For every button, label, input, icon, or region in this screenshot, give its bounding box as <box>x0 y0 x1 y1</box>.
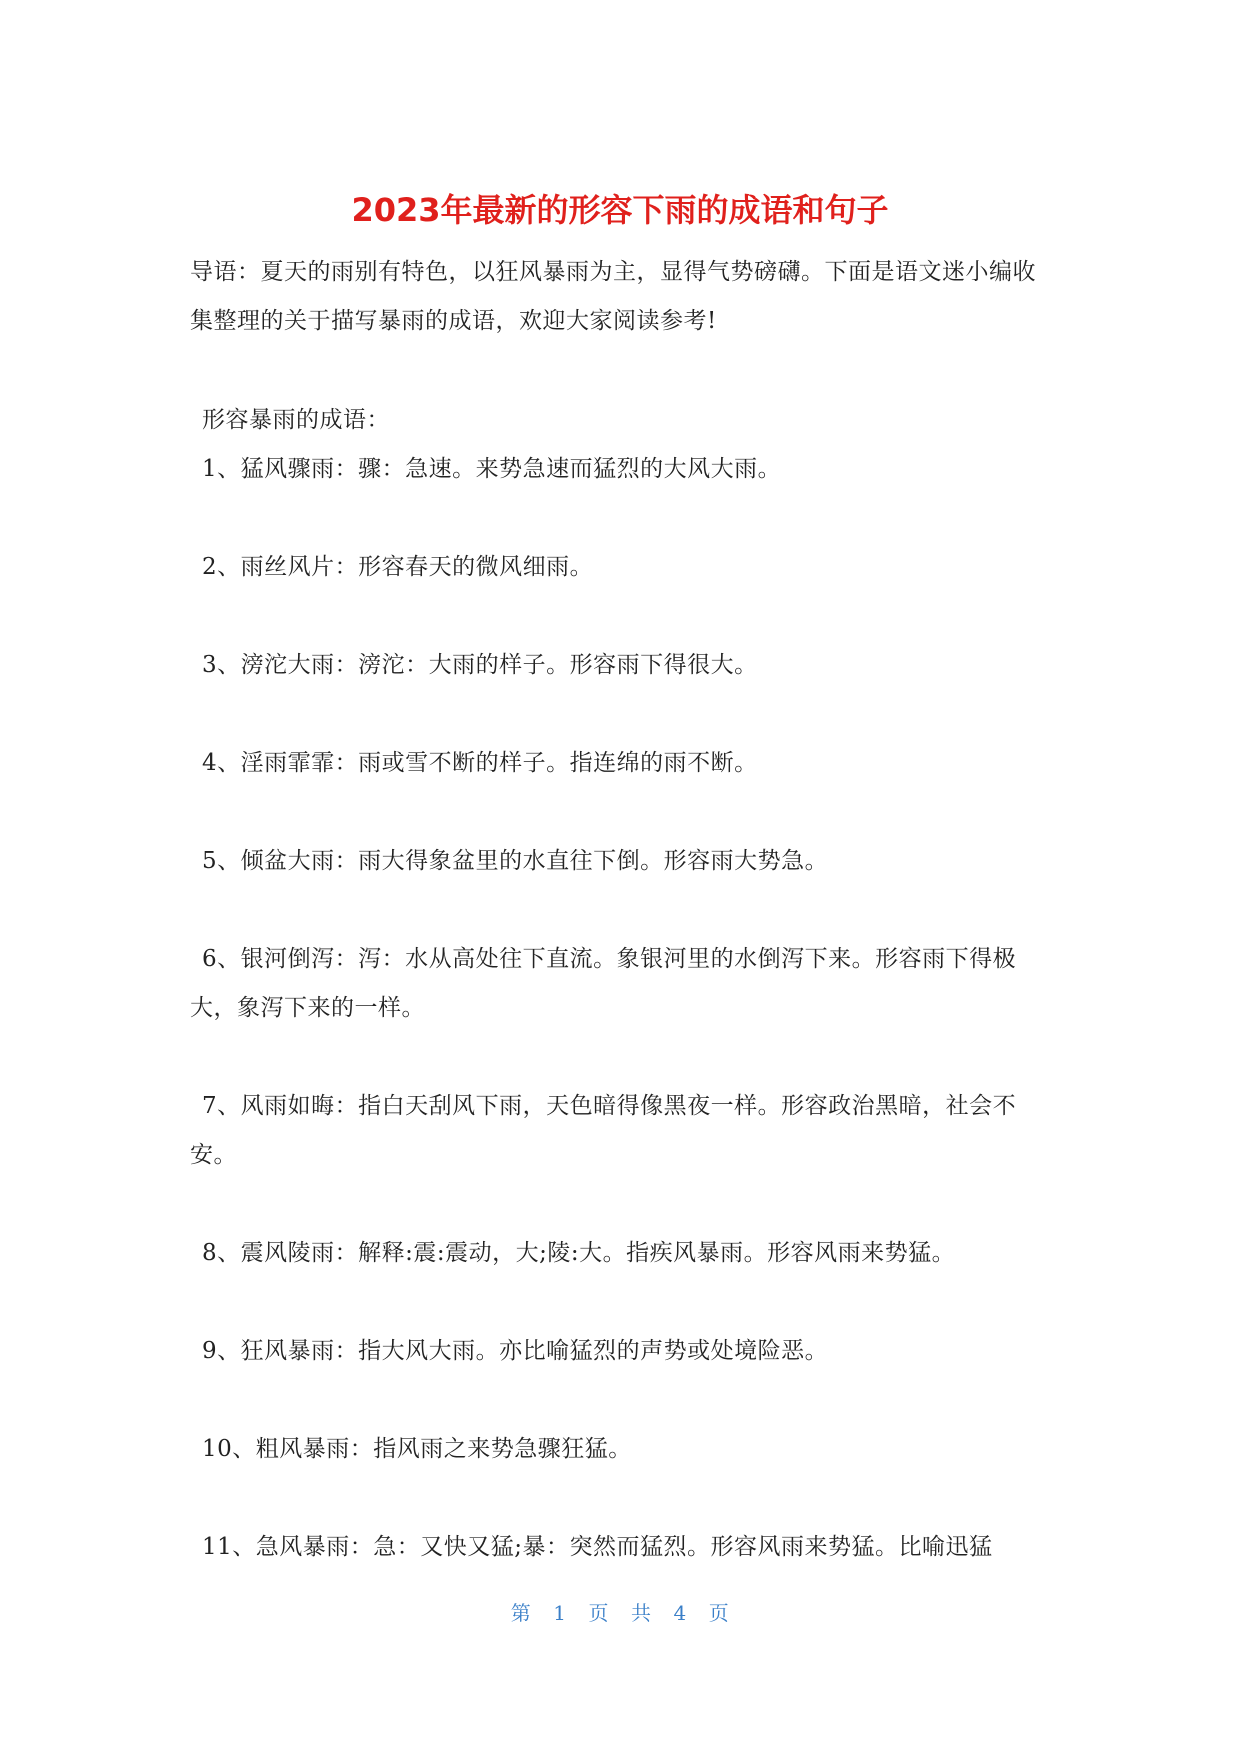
idiom-item-7: 7、风雨如晦：指白天刮风下雨，天色暗得像黑夜一样。形容政治黑暗，社会不安。 <box>190 1093 1017 1168</box>
footer-page-word: 第 <box>510 1601 532 1625</box>
footer-total-suffix: 页 <box>708 1601 730 1625</box>
footer-current-page: 1 <box>553 1601 567 1625</box>
idiom-item-11: 11、急风暴雨：急：又快又猛;暴：突然而猛烈。形容风雨来势猛。比喻迅猛 <box>202 1534 993 1560</box>
idiom-item-2: 2、雨丝风片：形容春天的微风细雨。 <box>202 554 594 580</box>
idiom-item-9: 9、狂风暴雨：指大风大雨。亦比喻猛烈的声势或处境险恶。 <box>202 1338 829 1364</box>
intro-paragraph: 导语：夏天的雨别有特色，以狂风暴雨为主，显得气势磅礴。下面是语文迷小编收集整理的关于描写暴雨的成语，欢迎大家阅读参考! <box>190 259 1036 334</box>
document-title: 2023年最新的形容下雨的成语和句子 <box>351 191 889 229</box>
idiom-item-10: 10、粗风暴雨：指风雨之来势急骤狂猛。 <box>202 1436 632 1462</box>
idiom-item-3: 3、滂沱大雨：滂沱：大雨的样子。形容雨下得很大。 <box>202 652 758 678</box>
idiom-item-1: 1、猛风骤雨：骤：急速。来势急速而猛烈的大风大雨。 <box>202 456 782 482</box>
footer-total-pages: 4 <box>673 1601 687 1625</box>
idiom-item-4: 4、淫雨霏霏：雨或雪不断的样子。指连绵的雨不断。 <box>202 750 758 776</box>
footer-total-word: 共 <box>631 1601 652 1625</box>
idiom-item-6: 6、银河倒泻：泻：水从高处往下直流。象银河里的水倒泻下来。形容雨下得极大，象泻下来的一样。 <box>190 946 1017 1021</box>
idiom-item-8: 8、震风陵雨：解释:震:震动，大;陵:大。指疾风暴雨。形容风雨来势猛。 <box>202 1240 956 1266</box>
page-footer <box>0 1600 1240 1626</box>
idiom-item-5: 5、倾盆大雨：雨大得象盆里的水直往下倒。形容雨大势急。 <box>202 848 829 874</box>
section-heading: 形容暴雨的成语： <box>202 407 390 433</box>
footer-page-suffix: 页 <box>588 1601 609 1625</box>
